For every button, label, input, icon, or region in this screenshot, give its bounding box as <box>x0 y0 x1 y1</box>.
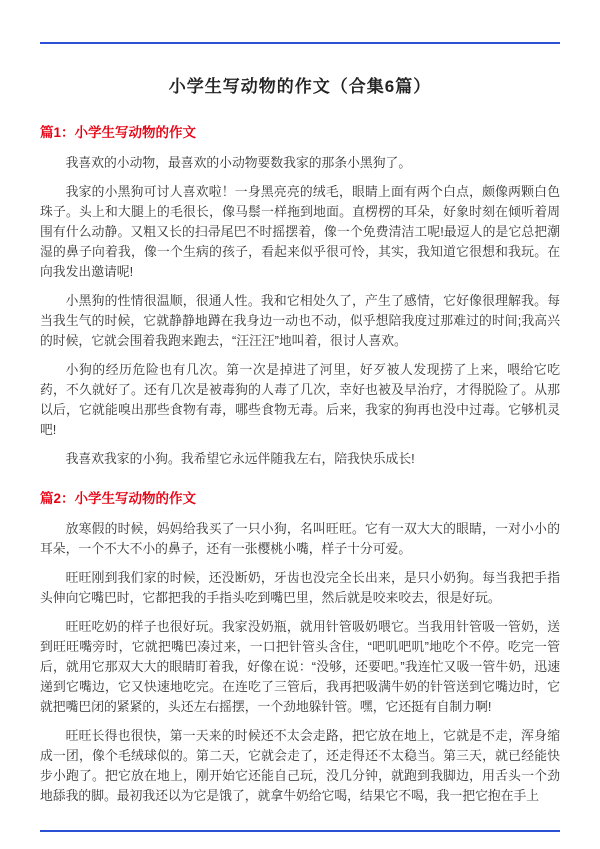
paragraph: 我喜欢我家的小狗。我希望它永远伴随我左右，陪我快乐成长! <box>65 451 415 466</box>
document-title: 小学生写动物的作文（合集6篇） <box>168 77 432 96</box>
paragraph: 小狗的经历危险也有几次。第一次是掉进了河里，好歹被人发现捞了上来，喂给它吃药，不久就好了。还有几次是被毒狗的人毒了几次，幸好也被及早治疗，才得脱险了。从那以后，它就能嗅出那些食物有毒，哪些食物无毒。后来，我家的狗再也没中过毒。它够机灵吧! <box>40 362 560 437</box>
section-1-heading: 篇1：小学生写动物的作文 <box>40 125 197 140</box>
essay-section-1 <box>40 121 560 469</box>
section-2-heading: 篇2：小学生写动物的作文 <box>40 491 197 506</box>
paragraph: 旺旺吃奶的样子也很好玩。我家没奶瓶，就用针管吸奶喂它。当我用针管吸一管奶，送到旺旺嘴旁时，它就把嘴巴凑过来，一口把针管头含住，“吧叽吧叽”地吃个不停。吃完一管后，就用它那双大大的眼睛盯着我，好像在说：“没够，还要吧。”我连忙又吸一管牛奶，迅速递到它嘴边，它又快速地吃完。在连吃了三管后，我再把吸满牛奶的针管送到它嘴边时，它就把嘴巴闭的紧紧的，头还左右摇摆，一个劲地躲针管。嘿，它还挺有自制力啊! <box>40 619 560 714</box>
paragraph: 旺旺刚到我们家的时候，还没断奶，牙齿也没完全长出来，是只小奶狗。每当我把手指头伸向它嘴巴时，它都把我的手指头吃到嘴巴里，然后就是咬来咬去，很是好玩。 <box>40 570 560 605</box>
bottom-divider <box>40 830 560 832</box>
essay-section-2 <box>40 487 560 806</box>
document-content <box>40 62 560 849</box>
paragraph: 放寒假的时候，妈妈给我买了一只小狗，名叫旺旺。它有一双大大的眼睛，一对小小的耳朵，一个不大不小的鼻子，还有一张樱桃小嘴，样子十分可爱。 <box>40 521 560 556</box>
paragraph: 小黑狗的性情很温顺，很通人性。我和它相处久了，产生了感情，它好像很理解我。每当我生气的时候，它就静静地蹲在我身边一动也不动，似乎想陪我度过那难过的时间;我高兴的时候，它就会围着我跑来跑去，“汪汪汪”地叫着，很讨人喜欢。 <box>40 293 560 348</box>
top-divider <box>40 42 560 44</box>
paragraph: 旺旺长得也很快，第一天来的时候还不太会走路，把它放在地上，它就是不走，浑身缩成一团，像个毛绒球似的。第二天，它就会走了，还走得还不太稳当。第三天，就已经能快步小跑了。把它放在地上，刚开始它还能自己玩，没几分钟，就跑到我脚边，用舌头一个劲地舔我的脚。最初我还以为它是饿了，就拿牛奶给它喝，结果它不喝，我一把它抱在手上 <box>40 728 560 803</box>
paragraph: 我家的小黑狗可讨人喜欢啦！一身黑亮亮的绒毛，眼睛上面有两个白点，颇像两颗白色珠子。头上和大腿上的毛很长，像马鬃一样拖到地面。直楞楞的耳朵，好象时刻在倾听着周围有什么动静。又粗又长的扫帚尾巴不时摇摆着，像一个免费清洁工呢!最逗人的是它总把潮湿的鼻子向着我，像一个生病的孩子，看起来似乎很可怜，其实，我知道它很想和我玩。在向我发出邀请呢! <box>40 184 560 279</box>
paragraph: 我喜欢的小动物，最喜欢的小动物要数我家的那条小黑狗了。 <box>65 155 412 170</box>
